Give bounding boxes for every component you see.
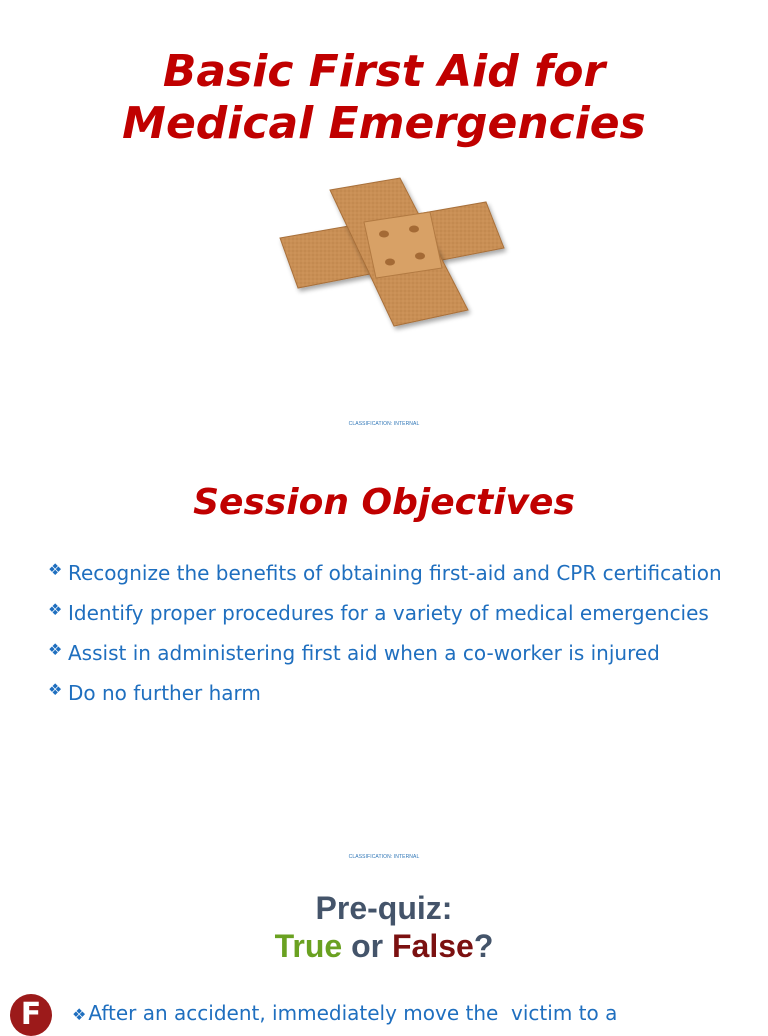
objective-text: Recognize the benefits of obtaining first-aid and CPR certification bbox=[68, 561, 722, 585]
true-or-false-line bbox=[0, 927, 768, 965]
false-word: False bbox=[391, 928, 474, 964]
objectives-heading: Session Objectives bbox=[193, 482, 575, 523]
objective-text: Assist in administering first aid when a co-worker is injured bbox=[68, 641, 660, 665]
objective-text: Do no further harm bbox=[68, 681, 261, 705]
classification-label: CLASSIFICATION: INTERNAL bbox=[348, 854, 420, 860]
diamond-bullet-icon: ❖ bbox=[72, 1005, 87, 1024]
or-word: or bbox=[342, 928, 392, 964]
diamond-bullet-icon: ❖ bbox=[48, 560, 63, 579]
bandage-image bbox=[272, 170, 512, 340]
true-word: True bbox=[274, 928, 343, 964]
objective-item bbox=[48, 559, 728, 587]
false-badge-icon: F bbox=[10, 994, 52, 1036]
objective-item bbox=[48, 639, 728, 667]
bandage-icon bbox=[272, 170, 512, 340]
classification-label: CLASSIFICATION: INTERNAL bbox=[348, 421, 420, 427]
title-line-2: Medical Emergencies bbox=[122, 98, 646, 149]
diamond-bullet-icon: ❖ bbox=[48, 680, 63, 699]
prequiz-heading bbox=[0, 889, 768, 965]
slide-objectives bbox=[0, 433, 768, 867]
quiz-statement-text: After an accident, immediately move the victim to a bbox=[88, 1001, 618, 1025]
diamond-bullet-icon: ❖ bbox=[48, 600, 63, 619]
objective-item bbox=[48, 599, 728, 627]
objective-text: Identify proper procedures for a variety of medical emergencies bbox=[68, 601, 709, 625]
objective-item bbox=[48, 679, 728, 707]
prequiz-title-line: Pre-quiz: bbox=[315, 890, 453, 926]
title-line-1: Basic First Aid for bbox=[162, 46, 606, 97]
slide-title-heading bbox=[0, 46, 768, 150]
slide-prequiz bbox=[0, 867, 768, 1032]
objectives-list bbox=[48, 559, 728, 719]
quiz-statement bbox=[72, 999, 732, 1029]
slide-title bbox=[0, 0, 768, 433]
diamond-bullet-icon: ❖ bbox=[48, 640, 63, 659]
question-mark: ? bbox=[473, 928, 494, 964]
